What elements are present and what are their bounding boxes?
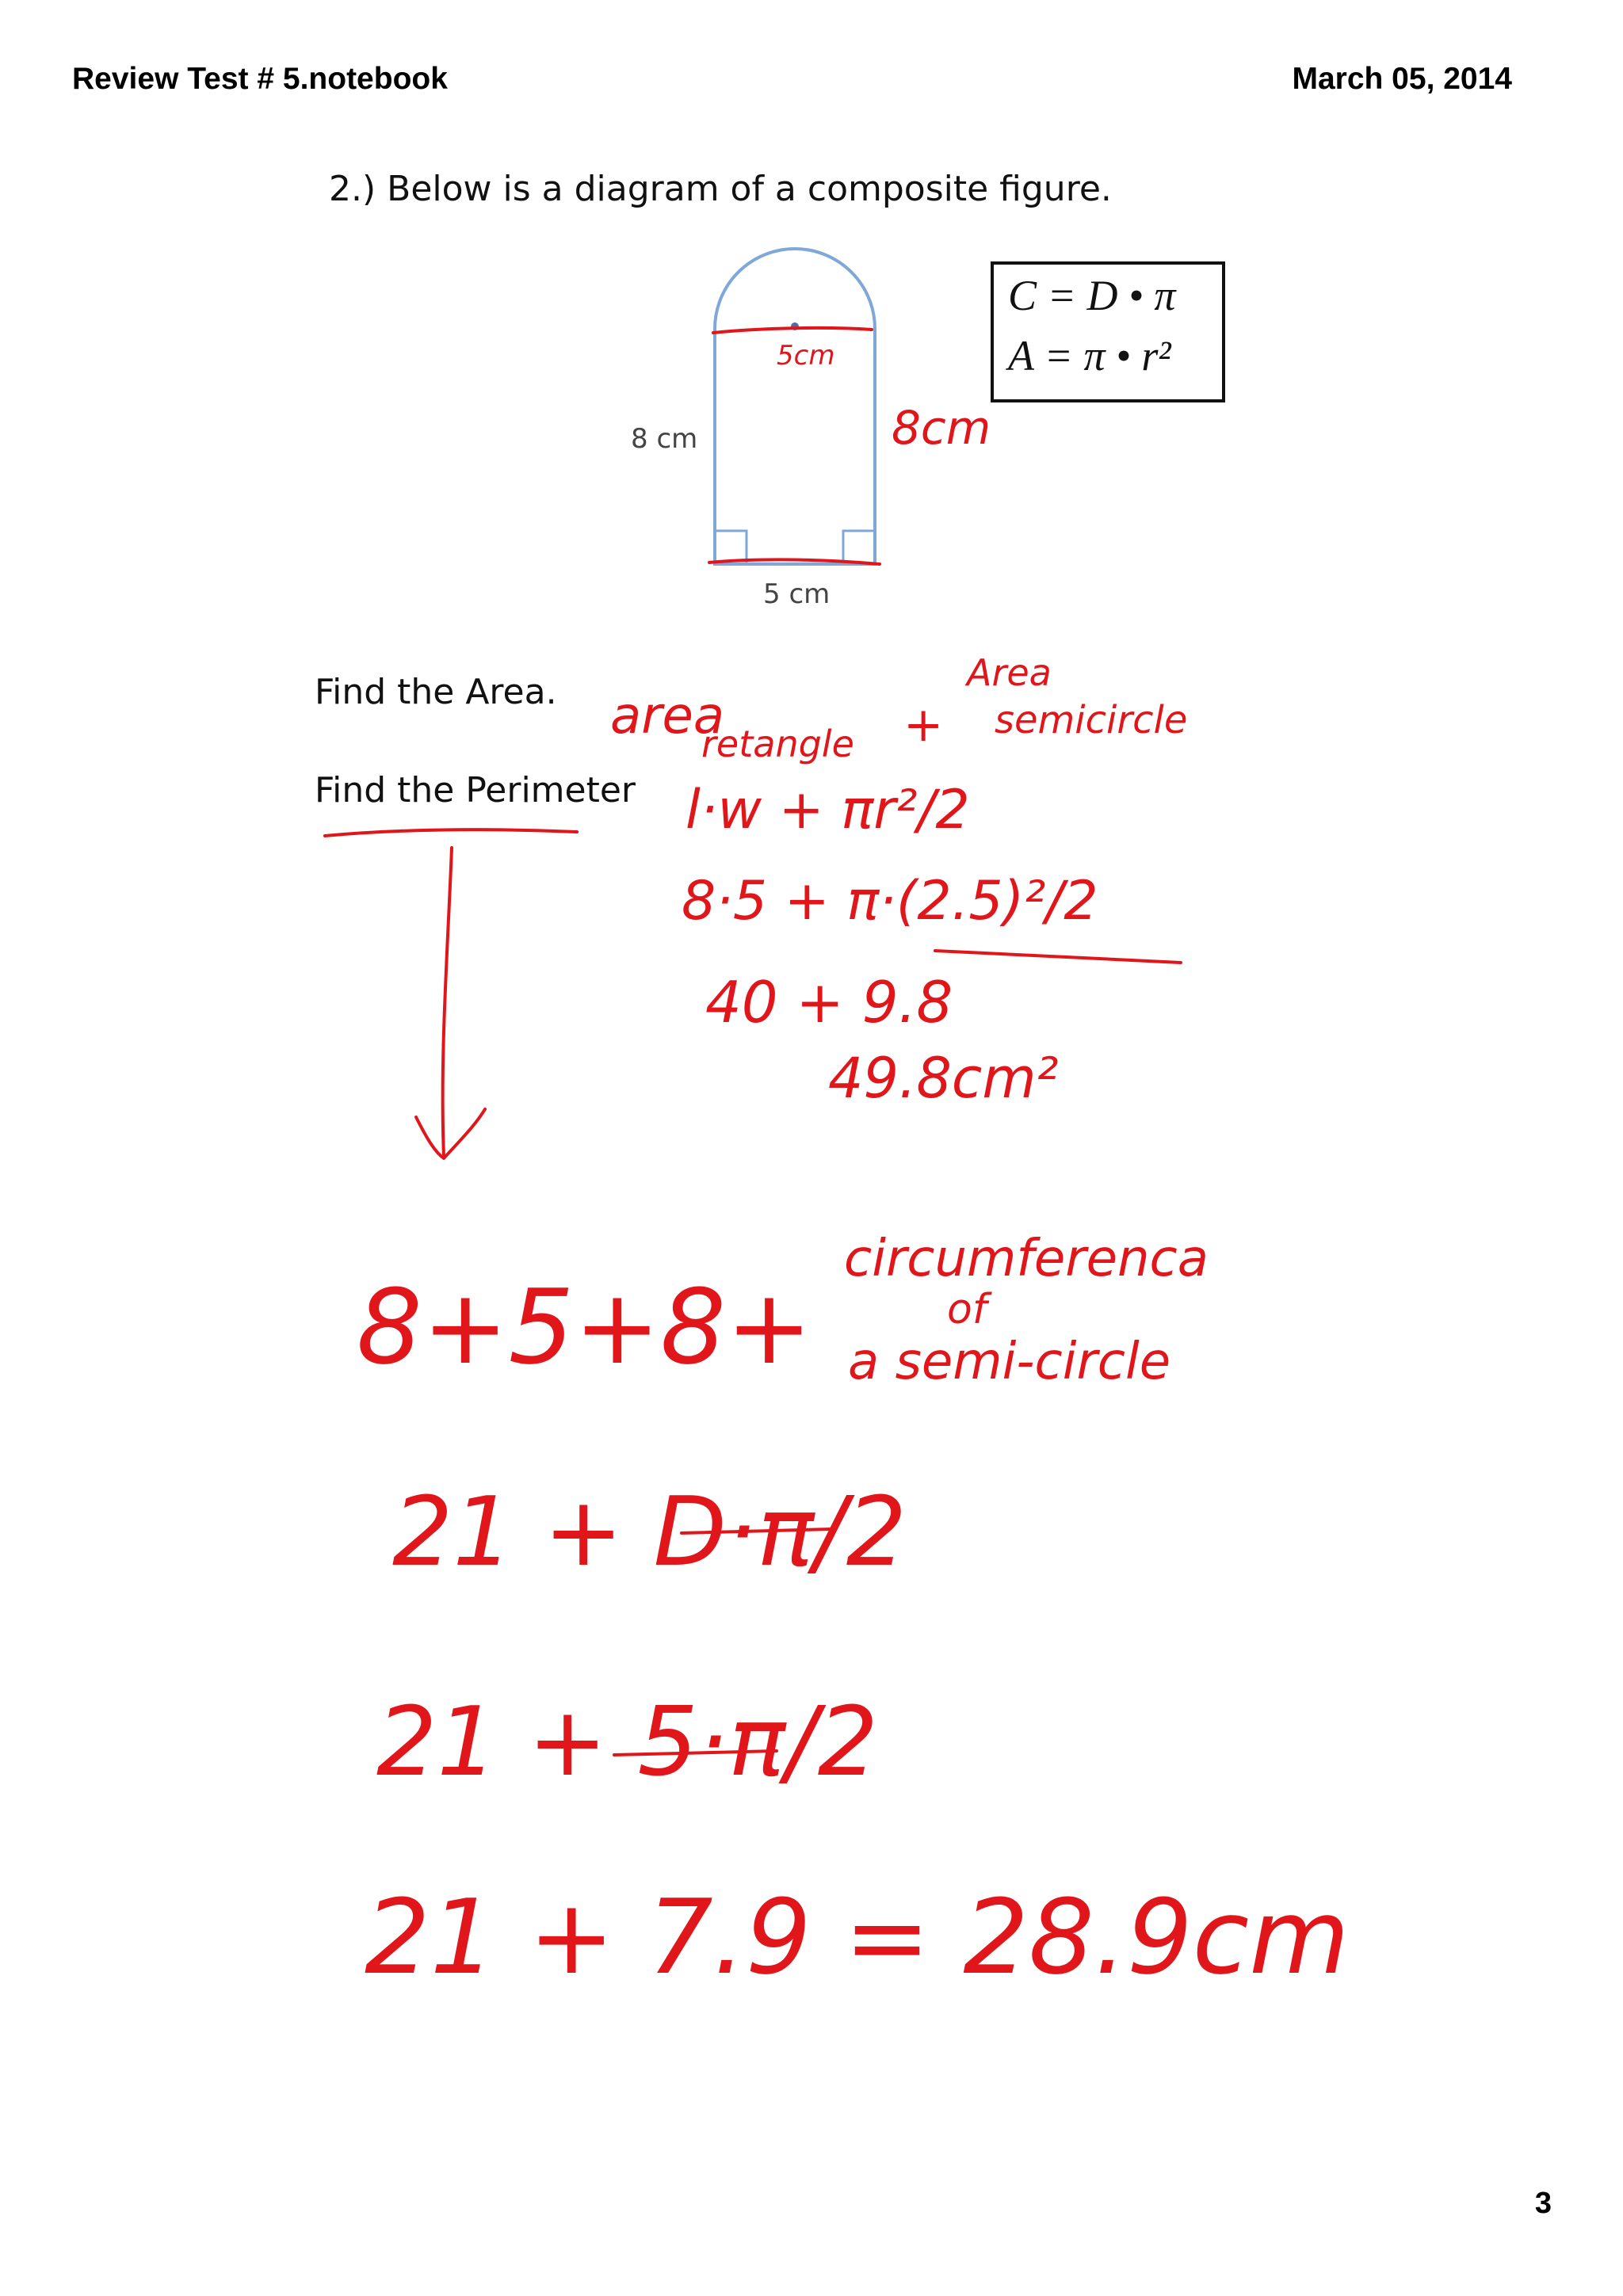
- area-label-rectangle: area: [610, 687, 725, 746]
- question-prompt: 2.) Below is a diagram of a composite figure.: [329, 169, 1112, 209]
- figure-bottom-label: 5 cm: [763, 578, 831, 610]
- diameter-ink-line: [713, 328, 872, 333]
- perimeter-note-2: of: [947, 1286, 987, 1333]
- perimeter-note-3: a semi-circle: [848, 1333, 1171, 1391]
- perimeter-step-3: 21 + 5·π/2: [376, 1688, 879, 1798]
- page-number: 3: [1534, 2187, 1552, 2220]
- perimeter-underline: [325, 830, 577, 836]
- perimeter-step-2: 21 + D·π/2: [392, 1478, 907, 1588]
- page-date: March 05, 2014: [1292, 62, 1512, 96]
- right-angle-mark-right: [843, 531, 875, 564]
- area-step-3: 40 + 9.8: [705, 969, 953, 1035]
- perimeter-step-1: 8+5+8+: [357, 1267, 812, 1387]
- area-plus: +: [903, 697, 944, 753]
- notebook-title: Review Test # 5.notebook: [72, 62, 448, 96]
- area-step-1: l·w + πr²/2: [685, 779, 970, 841]
- find-perimeter-label: Find the Perimeter: [315, 770, 636, 810]
- area-label-semicircle-sub: semicircle: [995, 698, 1188, 742]
- area-result: 49.8cm²: [828, 1046, 1059, 1111]
- area-label-rectangle-sub: retangle: [701, 723, 854, 765]
- area-step-2: 8·5 + π·(2.5)²/2: [682, 870, 1098, 933]
- perimeter-note-1: circumferenca: [844, 1230, 1209, 1288]
- area-label-semicircle: Area: [967, 651, 1052, 694]
- diameter-note: 5cm: [777, 340, 835, 372]
- area-fraction-bar: [935, 951, 1181, 963]
- figure-left-label: 8 cm: [631, 423, 698, 455]
- arrow-shaft: [443, 848, 452, 1157]
- circumference-formula: C = D • π: [1008, 272, 1176, 319]
- composite-figure: [715, 249, 875, 564]
- arrow-head: [416, 1109, 485, 1158]
- side-note: 8cm: [892, 401, 991, 455]
- perimeter-result: 21 + 7.9 = 28.9cm: [365, 1877, 1350, 1997]
- area-formula: A = π • r²: [1008, 332, 1171, 379]
- find-area-label: Find the Area.: [315, 672, 557, 712]
